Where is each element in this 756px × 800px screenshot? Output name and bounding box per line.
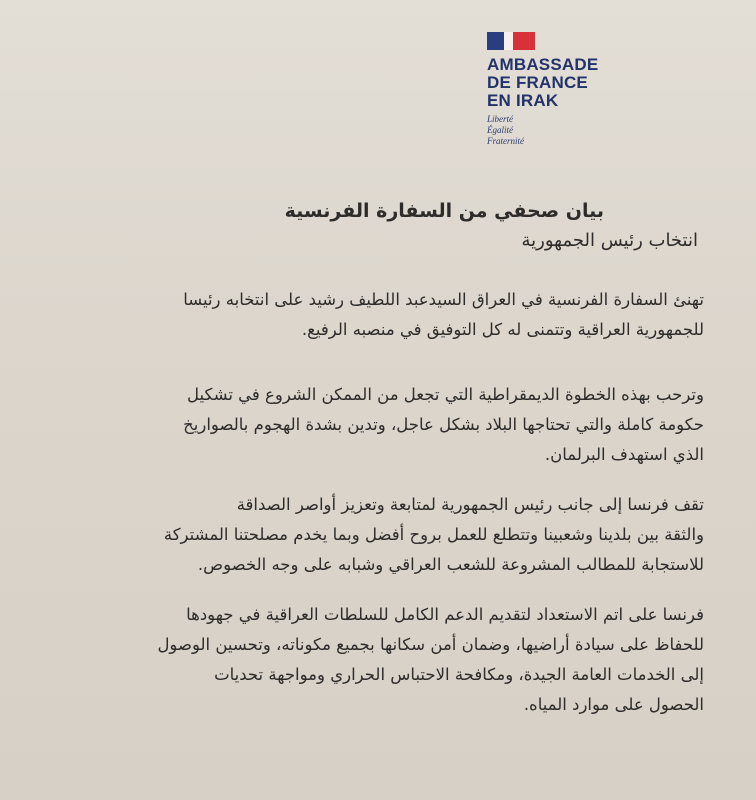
motto-egalite: Égalité xyxy=(487,125,513,135)
paragraph-2 xyxy=(34,380,704,470)
paragraph-line: إلى الخدمات العامة الجيدة، ومكافحة الاحتباس الحراري ومواجهة تحديات xyxy=(214,665,704,684)
embassy-logo xyxy=(487,32,627,147)
org-line-2: DE FRANCE xyxy=(487,73,588,92)
paragraph-1 xyxy=(34,285,704,345)
org-line-1: AMBASSADE xyxy=(487,55,599,74)
paragraph-line: والثقة بين بلدينا وشعبينا وتتطلع للعمل بروح أفضل وبما يخدم مصلحتنا المشتركة xyxy=(163,525,704,544)
document-title: بيان صحفي من السفارة الفرنسية xyxy=(284,200,604,222)
paragraph-4 xyxy=(34,600,704,720)
paragraph-3 xyxy=(34,490,704,580)
motto xyxy=(487,114,627,147)
paragraph-line: حكومة كاملة والتي تحتاجها البلاد بشكل عاجل، وتدين بشدة الهجوم بالصواريخ xyxy=(183,415,704,434)
motto-liberte: Liberté xyxy=(487,114,513,124)
paragraph-line: للجمهورية العراقية وتتمنى له كل التوفيق في منصبه الرفيع. xyxy=(301,320,704,339)
paragraph-line: الحصول على موارد المياه. xyxy=(523,695,704,714)
motto-fraternite: Fraternité xyxy=(487,136,524,146)
paragraph-line: تقف فرنسا إلى جانب رئيس الجمهورية لمتابعة وتعزيز أواصر الصداقة xyxy=(236,495,704,514)
paragraph-line: للحفاظ على سيادة أراضيها، وضمان أمن سكانها بجميع مكوناته، وتحسين الوصول xyxy=(157,635,704,654)
paragraph-line: وترحب بهذه الخطوة الديمقراطية التي تجعل من الممكن الشروع في تشكيل xyxy=(187,385,704,404)
org-line-3: EN IRAK xyxy=(487,91,559,110)
paragraph-line: فرنسا على اتم الاستعداد لتقديم الدعم الكامل للسلطات العراقية في جهودها xyxy=(186,605,704,624)
paragraph-line: تهنئ السفارة الفرنسية في العراق السيدعبد اللطيف رشيد على انتخابه رئيسا xyxy=(183,290,704,309)
document-subtitle: انتخاب رئيس الجمهورية xyxy=(521,230,698,251)
paragraph-line: للاستجابة للمطالب المشروعة للشعب العراقي وشبابه على وجه الخصوص. xyxy=(197,555,704,574)
french-flag-icon xyxy=(487,32,535,50)
paragraph-line: الذي استهدف البرلمان. xyxy=(544,445,704,464)
